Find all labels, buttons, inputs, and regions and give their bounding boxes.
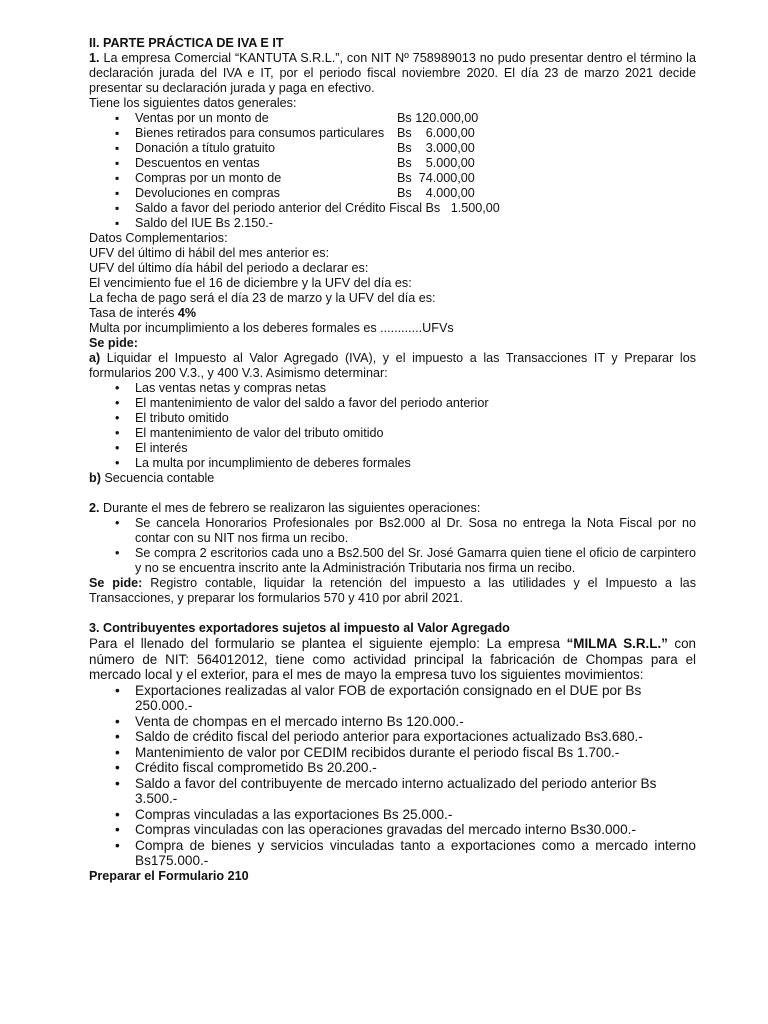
exercise-3-footer: Preparar el Formulario 210 <box>89 868 249 883</box>
complementary-line: La fecha de pago será el día 23 de marzo y la UFV del día es: <box>89 291 436 305</box>
item-label: ▪ Bienes retirados para consumos particulares <box>135 126 385 140</box>
list-item: • Se cancela Honorarios Profesionales por Bs2.000 al Dr. Sosa no entrega la Nota Fiscal por no contar con su NIT nos firma un recibo. <box>89 516 696 546</box>
list-item: • Compras vinculadas con las operaciones gravadas del mercado interno Bs30.000.- <box>89 822 696 838</box>
exercise-1-intro <box>89 51 696 96</box>
list-item: • Crédito fiscal comprometido Bs 20.200.- <box>89 760 696 776</box>
item-label: ▪ Descuentos en ventas <box>135 156 260 170</box>
task-a <box>89 351 696 381</box>
list-item <box>89 216 696 231</box>
operations-list <box>89 516 696 576</box>
list-item <box>89 156 696 171</box>
penalty-line: Multa por incumplimiento a los deberes formales es ............UFVs <box>89 321 454 335</box>
item-amount: 1.500,00 <box>440 201 500 215</box>
list-item: • El mantenimiento de valor del saldo a favor del periodo anterior <box>89 396 696 411</box>
task-b <box>89 471 696 486</box>
list-item <box>89 111 696 126</box>
list-item: • Venta de chompas en el mercado interno Bs 120.000.- <box>89 714 696 730</box>
exercise-3-intro-a: Para el llenado del formulario se plantea el siguiente ejemplo: La empresa <box>89 636 567 651</box>
exercise-2-intro <box>89 501 696 516</box>
item-amount: Bs 4.000,00 <box>397 186 475 200</box>
list-item: • El mantenimiento de valor del tributo omitido <box>89 426 696 441</box>
task-a-label: a) <box>89 351 101 365</box>
item-label: Saldo del IUE Bs 2.150.- <box>135 216 273 230</box>
se-pide-heading: Se pide: <box>89 336 138 350</box>
complementary-title: Datos Complementarios: <box>89 231 228 245</box>
interest-rate-line <box>89 306 696 321</box>
spacer <box>89 486 696 501</box>
item-amount: Bs 74.000,00 <box>397 171 475 185</box>
general-data-list <box>89 111 696 231</box>
item-label: ▪ Donación a título gratuito <box>135 141 276 155</box>
exercise-2-text: Durante el mes de febrero se realizaron las siguientes operaciones: <box>99 501 481 515</box>
complementary-line: UFV del último día hábil del periodo a declarar es: <box>89 261 369 275</box>
section-2-heading: II. PARTE PRÁCTICA DE IVA E IT <box>89 36 284 50</box>
exercise-2-number: 2. <box>89 501 100 515</box>
general-data-title: Tiene los siguientes datos generales: <box>89 96 297 110</box>
list-item <box>89 171 696 186</box>
task-b-label: b) <box>89 471 101 485</box>
list-item: • La multa por incumplimiento de deberes formales <box>89 456 696 471</box>
exercise-1-number: 1. <box>89 51 100 65</box>
list-item <box>89 141 696 156</box>
list-item: • El tributo omitido <box>89 411 696 426</box>
exercise-3-intro <box>89 636 696 683</box>
exercise-2-request-text: Registro contable, liquidar la retención del impuesto a las utilidades y el Impuesto a las Transacciones, y preparar los formularios 570 y 410 por abril 2021. <box>89 576 696 605</box>
list-item: • Saldo de crédito fiscal del periodo anterior para exportaciones actualizado Bs3.680.- <box>89 729 696 745</box>
list-item: • Las ventas netas y compras netas <box>89 381 696 396</box>
complementary-line: UFV del último di hábil del mes anterior es: <box>89 246 330 260</box>
complementary-line: El vencimiento fue el 16 de diciembre y la UFV del día es: <box>89 276 412 290</box>
exercise-3-intro-b: con número de NIT: 564012012, tiene como actividad principal la fabricación de Chompas para el mercado local y el exterior, para el mes de mayo la empresa tuvo los siguientes movimientos: <box>89 636 696 682</box>
interest-rate-value: 4% <box>177 306 197 320</box>
exercise-1-text: La empresa Comercial “KANTUTA S.R.L.”, con NIT Nº 758989013 no pudo presentar dentro el término la declaración jurada del IVA e IT, por el periodo fiscal noviembre 2020. El día 23 de marzo 2021 decide presentar su declaración jurada y paga en efectivo. <box>89 51 696 95</box>
item-amount: Bs 3.000,00 <box>397 141 475 155</box>
item-amount: Bs 5.000,00 <box>397 156 475 170</box>
exercise-3-heading: 3. Contribuyentes exportadores sujetos al impuesto al Valor Agregado <box>89 621 510 635</box>
interest-rate-label: Tasa de interés <box>89 306 178 320</box>
company-name: “MILMA S.R.L.” <box>566 636 668 651</box>
list-item <box>89 126 696 141</box>
item-amount: Bs 120.000,00 <box>397 111 479 125</box>
list-item: • Se compra 2 escritorios cada uno a Bs2.500 del Sr. José Gamarra quien tiene el oficio de carpintero y no se encuentra inscrito ante la Administración Tributaria nos firma un recibo. <box>89 546 696 576</box>
list-item: • Mantenimiento de valor por CEDIM recibidos durante el periodo fiscal Bs 1.700.- <box>89 745 696 761</box>
list-item: • Saldo a favor del contribuyente de mercado interno actualizado del periodo anterior Bs 3.500.- <box>89 776 696 807</box>
se-pide-label: Se pide: <box>89 576 143 590</box>
exercise-2-request <box>89 576 696 606</box>
determine-list <box>89 381 696 471</box>
list-item: • El interés <box>89 441 696 456</box>
list-item: • Compra de bienes y servicios vinculadas tanto a exportaciones como a mercado interno Bs175.000.- <box>89 838 696 869</box>
spacer <box>89 606 696 621</box>
list-item: • Compras vinculadas a las exportaciones Bs 25.000.- <box>89 807 696 823</box>
list-item: • Exportaciones realizadas al valor FOB de exportación consignado en el DUE por Bs 250.000.- <box>89 683 696 714</box>
task-a-text: Liquidar el Impuesto al Valor Agregado (IVA), y el impuesto a las Transacciones IT y Preparar los formularios 200 V.3., y 400 V.3. Asimismo determinar: <box>89 351 696 380</box>
document-page <box>89 36 696 884</box>
item-label: ▪ Ventas por un monto de <box>135 111 269 125</box>
item-label: ▪ Compras por un monto de <box>135 171 282 185</box>
list-item <box>89 201 696 216</box>
item-amount: Bs 6.000,00 <box>397 126 475 140</box>
item-label: ▪ Devoluciones en compras <box>135 186 280 200</box>
task-b-text: Secuencia contable <box>100 471 215 485</box>
movements-list <box>89 683 696 869</box>
list-item <box>89 186 696 201</box>
item-label: Saldo a favor del periodo anterior del Crédito Fiscal Bs <box>135 201 441 215</box>
